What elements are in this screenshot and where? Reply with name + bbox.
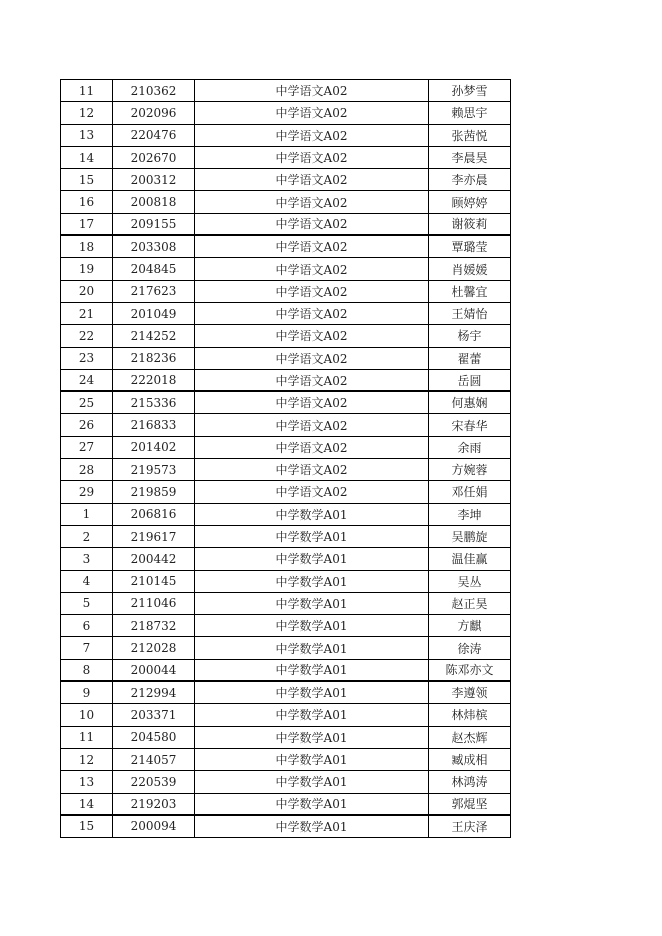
- name-cell[interactable]: 覃璐莹: [429, 236, 511, 257]
- position-cell[interactable]: 中学数学A01: [195, 571, 429, 592]
- table-row: [61, 637, 511, 659]
- row-number-cell[interactable]: 4: [61, 571, 113, 592]
- exam-id-cell[interactable]: 200094: [113, 816, 195, 837]
- name-cell[interactable]: 杜馨宜: [429, 281, 511, 302]
- name-cell[interactable]: 陈邓亦文: [429, 660, 511, 680]
- row-number-cell[interactable]: 19: [61, 258, 113, 279]
- name-cell[interactable]: 余雨: [429, 437, 511, 458]
- position-cell[interactable]: 中学语文A02: [195, 459, 429, 480]
- row-number-cell[interactable]: 15: [61, 169, 113, 190]
- row-number-cell[interactable]: 29: [61, 481, 113, 502]
- row-number-cell[interactable]: 26: [61, 414, 113, 435]
- table-row: [61, 749, 511, 771]
- table-row: [61, 169, 511, 191]
- name-cell[interactable]: 李坤: [429, 504, 511, 525]
- row-number-cell[interactable]: 16: [61, 191, 113, 212]
- name-cell[interactable]: 王婧怡: [429, 303, 511, 324]
- exam-id-cell[interactable]: 214057: [113, 749, 195, 770]
- name-cell[interactable]: 宋春华: [429, 414, 511, 435]
- row-number-cell[interactable]: 1: [61, 504, 113, 525]
- name-cell[interactable]: 谢筱莉: [429, 214, 511, 234]
- row-number-cell[interactable]: 13: [61, 771, 113, 792]
- exam-id-cell[interactable]: 222018: [113, 370, 195, 390]
- exam-id-cell[interactable]: 220539: [113, 771, 195, 792]
- table-row: [61, 816, 511, 838]
- table-row: [61, 526, 511, 548]
- exam-id-cell[interactable]: 219203: [113, 794, 195, 814]
- table-row: [61, 660, 511, 682]
- exam-id-cell[interactable]: 219573: [113, 459, 195, 480]
- row-number-cell[interactable]: 12: [61, 102, 113, 123]
- name-cell[interactable]: 赵正昊: [429, 593, 511, 614]
- position-cell[interactable]: 中学语文A02: [195, 214, 429, 234]
- row-number-cell[interactable]: 15: [61, 816, 113, 837]
- row-number-cell[interactable]: 25: [61, 392, 113, 413]
- exam-id-cell[interactable]: 202670: [113, 147, 195, 168]
- exam-id-cell[interactable]: 217623: [113, 281, 195, 302]
- table-row: [61, 303, 511, 325]
- row-number-cell[interactable]: 11: [61, 80, 113, 101]
- position-cell[interactable]: 中学语文A02: [195, 80, 429, 101]
- row-number-cell[interactable]: 14: [61, 147, 113, 168]
- table-row: [61, 102, 511, 124]
- exam-id-cell[interactable]: 200044: [113, 660, 195, 680]
- spreadsheet-table: [60, 79, 511, 838]
- row-number-cell[interactable]: 6: [61, 615, 113, 636]
- row-number-cell[interactable]: 11: [61, 727, 113, 748]
- position-cell[interactable]: 中学语文A02: [195, 392, 429, 413]
- exam-id-cell[interactable]: 209155: [113, 214, 195, 234]
- exam-id-cell[interactable]: 203371: [113, 704, 195, 725]
- exam-id-cell[interactable]: 212994: [113, 682, 195, 703]
- name-cell[interactable]: 林炜槟: [429, 704, 511, 725]
- position-cell[interactable]: 中学数学A01: [195, 526, 429, 547]
- table-row: [61, 214, 511, 236]
- position-cell[interactable]: 中学数学A01: [195, 593, 429, 614]
- name-cell[interactable]: 张茜悦: [429, 125, 511, 146]
- position-cell[interactable]: 中学语文A02: [195, 102, 429, 123]
- position-cell[interactable]: 中学数学A01: [195, 615, 429, 636]
- name-cell[interactable]: 赵杰辉: [429, 727, 511, 748]
- table-row: [61, 437, 511, 459]
- table-row: [61, 125, 511, 147]
- position-cell[interactable]: 中学数学A01: [195, 727, 429, 748]
- name-cell[interactable]: 何惠娴: [429, 392, 511, 413]
- exam-id-cell[interactable]: 201402: [113, 437, 195, 458]
- row-number-cell[interactable]: 7: [61, 637, 113, 658]
- row-number-cell[interactable]: 24: [61, 370, 113, 390]
- position-cell[interactable]: 中学语文A02: [195, 303, 429, 324]
- position-cell[interactable]: 中学数学A01: [195, 637, 429, 658]
- name-cell[interactable]: 方婉蓉: [429, 459, 511, 480]
- row-number-cell[interactable]: 20: [61, 281, 113, 302]
- position-cell[interactable]: 中学语文A02: [195, 258, 429, 279]
- name-cell[interactable]: 邓任娟: [429, 481, 511, 502]
- exam-id-cell[interactable]: 204580: [113, 727, 195, 748]
- position-cell[interactable]: 中学数学A01: [195, 682, 429, 703]
- position-cell[interactable]: 中学数学A01: [195, 504, 429, 525]
- position-cell[interactable]: 中学数学A01: [195, 816, 429, 837]
- position-cell[interactable]: 中学语文A02: [195, 437, 429, 458]
- position-cell[interactable]: 中学语文A02: [195, 481, 429, 502]
- position-cell[interactable]: 中学语文A02: [195, 147, 429, 168]
- row-number-cell[interactable]: 8: [61, 660, 113, 680]
- table-row: [61, 593, 511, 615]
- exam-id-cell[interactable]: 200818: [113, 191, 195, 212]
- exam-id-cell[interactable]: 200312: [113, 169, 195, 190]
- name-cell[interactable]: 顾婷婷: [429, 191, 511, 212]
- table-row: [61, 191, 511, 213]
- name-cell[interactable]: 臧成相: [429, 749, 511, 770]
- row-number-cell[interactable]: 13: [61, 125, 113, 146]
- name-cell[interactable]: 赖思宇: [429, 102, 511, 123]
- name-cell[interactable]: 王庆泽: [429, 816, 511, 837]
- row-number-cell[interactable]: 5: [61, 593, 113, 614]
- name-cell[interactable]: 吴丛: [429, 571, 511, 592]
- name-cell[interactable]: 李遵领: [429, 682, 511, 703]
- name-cell[interactable]: 杨宇: [429, 325, 511, 346]
- table-row: [61, 682, 511, 704]
- exam-id-cell[interactable]: 210145: [113, 571, 195, 592]
- exam-id-cell[interactable]: 218732: [113, 615, 195, 636]
- exam-id-cell[interactable]: 202096: [113, 102, 195, 123]
- table-row: [61, 281, 511, 303]
- position-cell[interactable]: 中学语文A02: [195, 325, 429, 346]
- row-number-cell[interactable]: 23: [61, 348, 113, 369]
- exam-id-cell[interactable]: 216833: [113, 414, 195, 435]
- name-cell[interactable]: 林鸿涛: [429, 771, 511, 792]
- table-row: [61, 258, 511, 280]
- table-row: [61, 459, 511, 481]
- table-row: [61, 481, 511, 503]
- exam-id-cell[interactable]: 200442: [113, 548, 195, 569]
- position-cell[interactable]: 中学语文A02: [195, 281, 429, 302]
- position-cell[interactable]: 中学数学A01: [195, 794, 429, 814]
- table-row: [61, 80, 511, 102]
- table-row: [61, 348, 511, 370]
- position-cell[interactable]: 中学数学A01: [195, 548, 429, 569]
- position-cell[interactable]: 中学语文A02: [195, 125, 429, 146]
- table-row: [61, 325, 511, 347]
- position-cell[interactable]: 中学数学A01: [195, 660, 429, 680]
- table-row: [61, 236, 511, 258]
- table-row: [61, 147, 511, 169]
- table-row: [61, 392, 511, 414]
- position-cell[interactable]: 中学数学A01: [195, 771, 429, 792]
- position-cell[interactable]: 中学语文A02: [195, 370, 429, 390]
- row-number-cell[interactable]: 21: [61, 303, 113, 324]
- exam-id-cell[interactable]: 219859: [113, 481, 195, 502]
- exam-id-cell[interactable]: 214252: [113, 325, 195, 346]
- position-cell[interactable]: 中学语文A02: [195, 169, 429, 190]
- name-cell[interactable]: 方麒: [429, 615, 511, 636]
- exam-id-cell[interactable]: 210362: [113, 80, 195, 101]
- exam-id-cell[interactable]: 204845: [113, 258, 195, 279]
- row-number-cell[interactable]: 10: [61, 704, 113, 725]
- position-cell[interactable]: 中学数学A01: [195, 704, 429, 725]
- exam-id-cell[interactable]: 201049: [113, 303, 195, 324]
- table-row: [61, 615, 511, 637]
- name-cell[interactable]: 孙梦雪: [429, 80, 511, 101]
- position-cell[interactable]: 中学语文A02: [195, 348, 429, 369]
- exam-id-cell[interactable]: 218236: [113, 348, 195, 369]
- row-number-cell[interactable]: 27: [61, 437, 113, 458]
- row-number-cell[interactable]: 28: [61, 459, 113, 480]
- exam-id-cell[interactable]: 220476: [113, 125, 195, 146]
- row-number-cell[interactable]: 9: [61, 682, 113, 703]
- row-number-cell[interactable]: 12: [61, 749, 113, 770]
- row-number-cell[interactable]: 17: [61, 214, 113, 234]
- position-cell[interactable]: 中学语文A02: [195, 236, 429, 257]
- table-row: [61, 704, 511, 726]
- row-number-cell[interactable]: 3: [61, 548, 113, 569]
- table-row: [61, 771, 511, 793]
- table-row: [61, 370, 511, 392]
- name-cell[interactable]: 岳圆: [429, 370, 511, 390]
- table-row: [61, 571, 511, 593]
- exam-id-cell[interactable]: 211046: [113, 593, 195, 614]
- exam-id-cell[interactable]: 203308: [113, 236, 195, 257]
- table-row: [61, 504, 511, 526]
- table-row: [61, 794, 511, 816]
- table-row: [61, 548, 511, 570]
- exam-id-cell[interactable]: 212028: [113, 637, 195, 658]
- name-cell[interactable]: 吴鹏旋: [429, 526, 511, 547]
- exam-id-cell[interactable]: 219617: [113, 526, 195, 547]
- exam-id-cell[interactable]: 206816: [113, 504, 195, 525]
- position-cell[interactable]: 中学语文A02: [195, 414, 429, 435]
- table-row: [61, 727, 511, 749]
- row-number-cell[interactable]: 22: [61, 325, 113, 346]
- name-cell[interactable]: 翟蕾: [429, 348, 511, 369]
- row-number-cell[interactable]: 18: [61, 236, 113, 257]
- position-cell[interactable]: 中学语文A02: [195, 191, 429, 212]
- name-cell[interactable]: 李晨昊: [429, 147, 511, 168]
- name-cell[interactable]: 郭焜坚: [429, 794, 511, 814]
- name-cell[interactable]: 温佳赢: [429, 548, 511, 569]
- table-row: [61, 414, 511, 436]
- position-cell[interactable]: 中学数学A01: [195, 749, 429, 770]
- exam-id-cell[interactable]: 215336: [113, 392, 195, 413]
- name-cell[interactable]: 李亦晨: [429, 169, 511, 190]
- row-number-cell[interactable]: 14: [61, 794, 113, 814]
- name-cell[interactable]: 肖媛媛: [429, 258, 511, 279]
- name-cell[interactable]: 徐涛: [429, 637, 511, 658]
- row-number-cell[interactable]: 2: [61, 526, 113, 547]
